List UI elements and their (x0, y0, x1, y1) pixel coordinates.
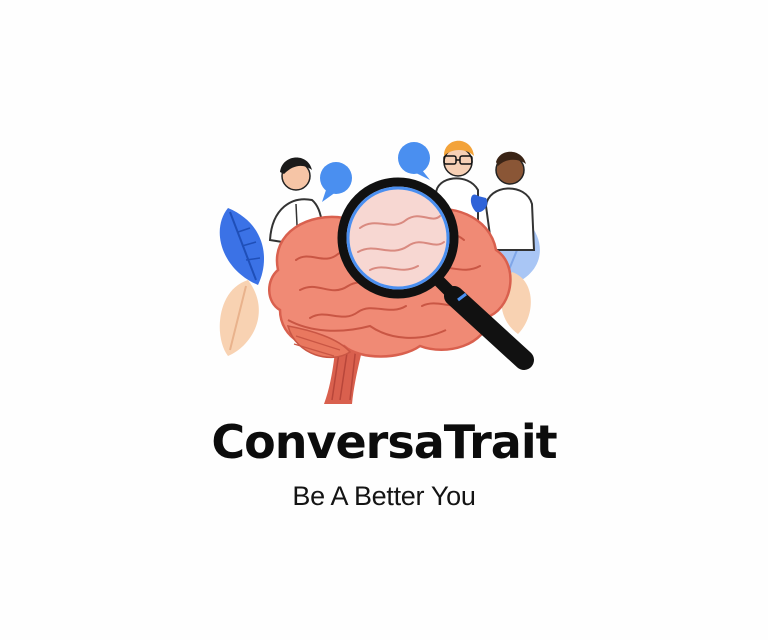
brand-tagline: Be A Better You (292, 481, 476, 511)
logo-illustration (200, 120, 568, 410)
blue-leaf-left-icon (220, 208, 264, 285)
speech-bubble-left-icon (320, 162, 352, 202)
peach-leaf-left-icon (220, 280, 259, 356)
brand-name: ConversaTrait (211, 415, 557, 469)
speech-bubble-right-icon (398, 142, 430, 180)
